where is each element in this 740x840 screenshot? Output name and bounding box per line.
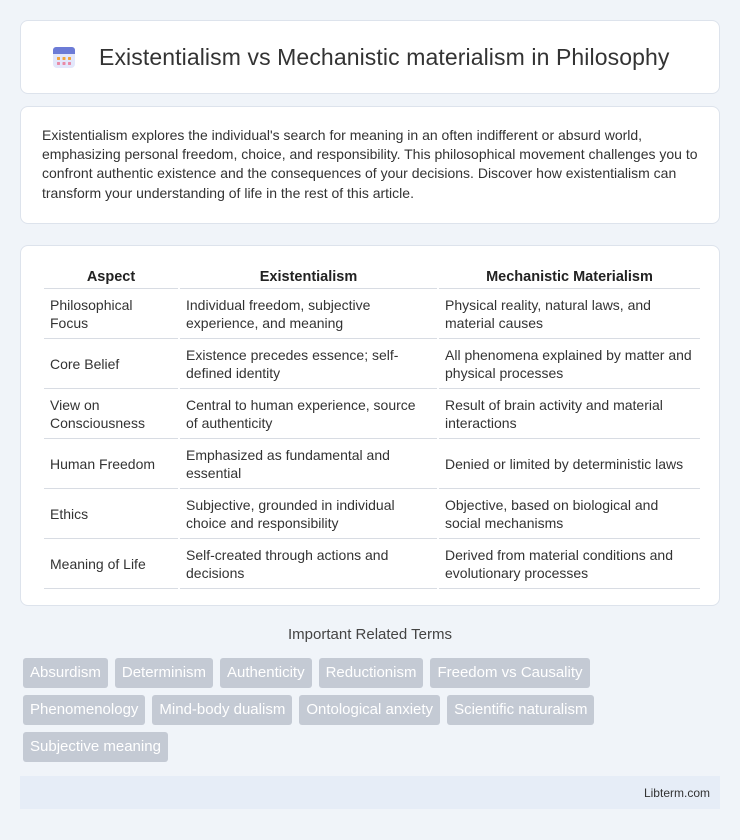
table-cell: Self-created through actions and decisions [180,539,437,589]
table-cell: All phenomena explained by matter and physical processes [439,339,700,389]
table-cell: Human Freedom [44,439,178,489]
related-terms-list [23,658,723,769]
table-cell: Central to human experience, source of authenticity [180,389,437,439]
comparison-table [42,265,702,589]
term-tag[interactable]: Authenticity [220,658,312,688]
table-row [44,289,700,339]
table-cell: Derived from material conditions and evolutionary processes [439,539,700,589]
table-row [44,339,700,389]
table-cell: Core Belief [44,339,178,389]
table-cell: Ethics [44,489,178,539]
page-title: Existentialism vs Mechanistic materialism in Philosophy [99,43,670,70]
header-card [20,20,720,94]
term-tag[interactable]: Freedom vs Causality [430,658,589,688]
term-tag[interactable]: Scientific naturalism [447,695,594,725]
footer [20,776,720,809]
table-cell: Physical reality, natural laws, and material causes [439,289,700,339]
table-row [44,439,700,489]
table-header-row [44,265,700,289]
table-cell: Objective, based on biological and social mechanisms [439,489,700,539]
term-tag[interactable]: Subjective meaning [23,732,168,762]
header-aspect: Aspect [44,265,178,289]
header-existentialism: Existentialism [180,265,437,289]
table-row [44,539,700,589]
table-row [44,389,700,439]
term-tag[interactable]: Determinism [115,658,213,688]
table-cell: Emphasized as fundamental and essential [180,439,437,489]
table-cell: View on Consciousness [44,389,178,439]
intro-card [20,106,720,224]
header-mechanistic-materialism: Mechanistic Materialism [439,265,700,289]
term-tag[interactable]: Phenomenology [23,695,145,725]
table-cell: Existence precedes essence; self-defined identity [180,339,437,389]
term-tag[interactable]: Reductionism [319,658,424,688]
term-tag[interactable]: Ontological anxiety [299,695,440,725]
comparison-card [20,245,720,606]
term-tag[interactable]: Absurdism [23,658,108,688]
table-row [44,489,700,539]
table-cell: Denied or limited by deterministic laws [439,439,700,489]
table-cell: Meaning of Life [44,539,178,589]
term-tag[interactable]: Mind-body dualism [152,695,292,725]
related-terms-title: Important Related Terms [288,626,452,643]
footer-site-link[interactable]: Libterm.com [643,786,710,800]
table-cell: Philosophical Focus [44,289,178,339]
calendar-icon [51,44,77,70]
table-cell: Result of brain activity and material interactions [439,389,700,439]
intro-text: Existentialism explores the individual's search for meaning in an often indifferent or absurd world, emphasizing personal freedom, choice, and responsibility. This philosophical movement challenges you to confront authentic existence and the consequences of your decisions. Discover how existentialism can transform your understanding of life in the rest of this article. [42,127,698,201]
table-cell: Individual freedom, subjective experience, and meaning [180,289,437,339]
table-cell: Subjective, grounded in individual choice and responsibility [180,489,437,539]
